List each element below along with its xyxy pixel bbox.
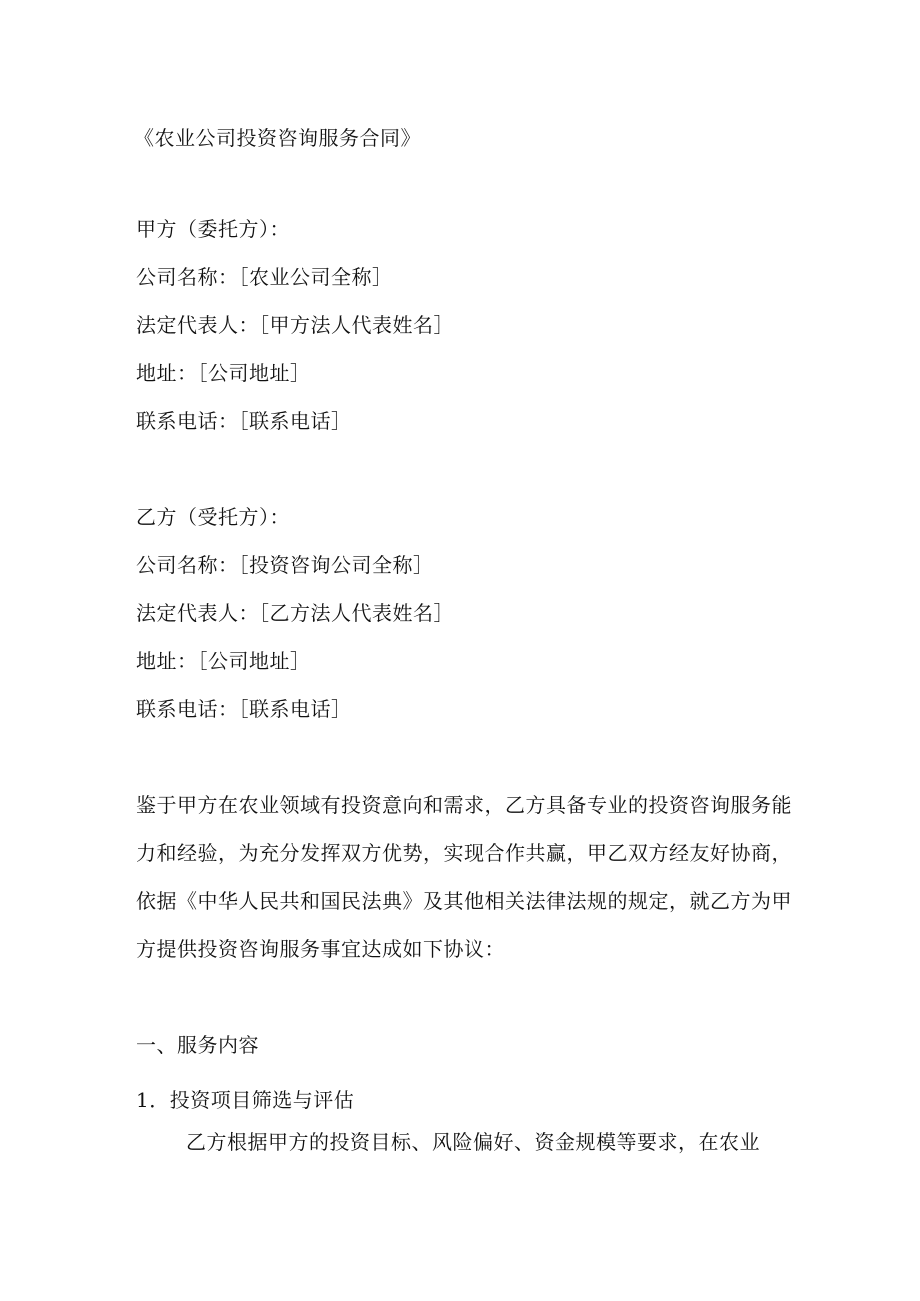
party-b-company: 公司名称：［投资咨询公司全称］ [136,553,434,577]
preamble-line: 鉴于甲方在农业领域有投资意向和需求，乙方具备专业的投资咨询服务能 [136,793,792,817]
party-b-phone: 联系电话：［联系电话］ [136,697,352,721]
item-title: 1．投资项目筛选与评估 [136,1088,355,1112]
party-b-heading: 乙方（受托方）： [136,505,290,529]
section-heading: 一、服务内容 [136,1033,259,1057]
preamble-line: 方提供投资咨询服务事宜达成如下协议： [136,937,505,961]
party-a-heading: 甲方（委托方）： [136,217,290,241]
party-a-representative: 法定代表人：［甲方法人代表姓名］ [136,313,454,337]
party-a-address: 地址：［公司地址］ [136,361,311,385]
party-a-company: 公司名称：［农业公司全称］ [136,265,393,289]
party-b-address: 地址：［公司地址］ [136,649,311,673]
document-title: 《农业公司投资咨询服务合同》 [134,126,421,150]
preamble-line: 依据《中华人民共和国民法典》及其他相关法律法规的规定，就乙方为甲 [136,889,792,913]
item-body: 乙方根据甲方的投资目标、风险偏好、资金规模等要求，在农业 [186,1130,760,1154]
preamble-line: 力和经验，为充分发挥双方优势，实现合作共赢，甲乙双方经友好协商， [136,841,792,865]
party-b-representative: 法定代表人：［乙方法人代表姓名］ [136,601,454,625]
party-a-phone: 联系电话：［联系电话］ [136,409,352,433]
